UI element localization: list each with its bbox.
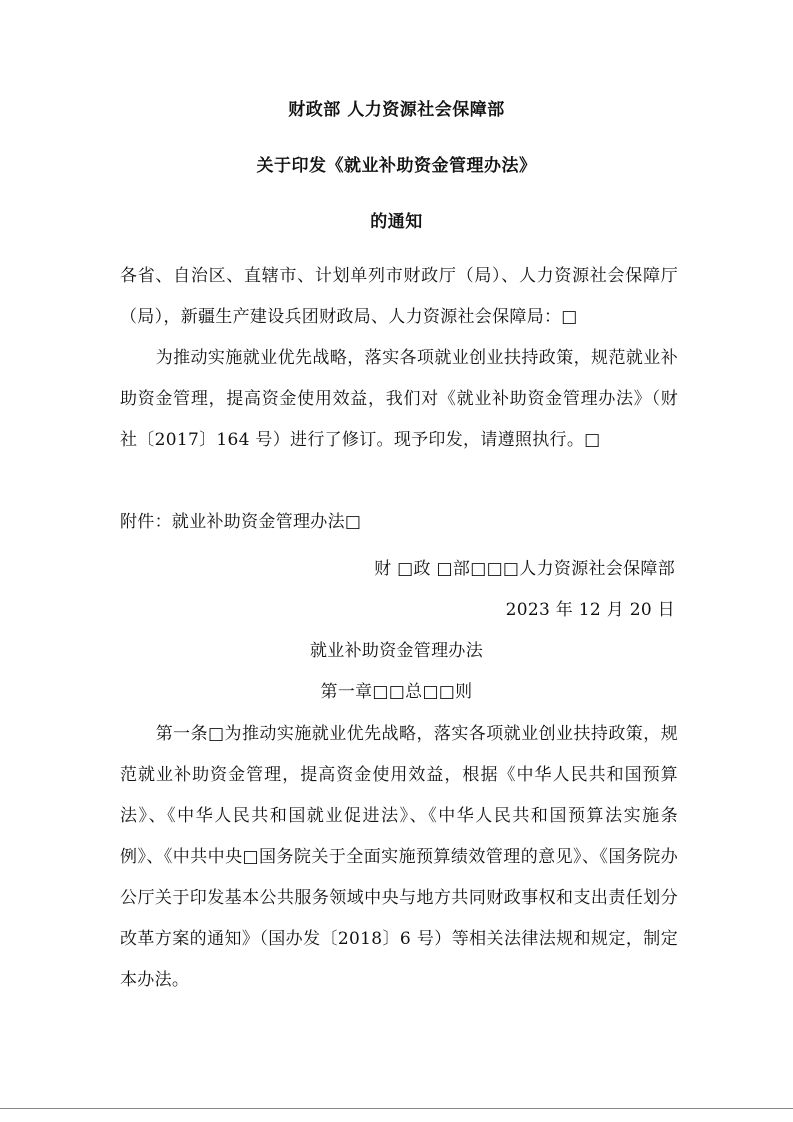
attachment-line: 附件：就业补助资金管理办法□: [120, 512, 362, 532]
signers-line: 财 □政 □部□□□人力资源社会保障部: [374, 559, 675, 579]
annex-title: 就业补助资金管理办法: [310, 641, 483, 661]
article-1-paragraph: 第一条□为推动实施就业优先战略，落实各项就业创业扶持政策，规范就业补助资金管理，提高资金使用效益，根据《中华人民共和国预算法》、《中华人民共和国就业促进法》、《中华人民共和国预算法实施条例》、《中共中央□国务院关于全面实施预算绩效管理的意见》、《国务院办公厅关于印发基本公共服务领域中央与地方共同财政事权和支出责任划分改革方案的通知》（国办发〔2018〕6 号）等相关法律法规和规定，制定本办法。: [120, 724, 678, 990]
notice-body-paragraph: 为推动实施就业优先战略，落实各项就业创业扶持政策，规范就业补助资金管理，提高资金使用效益，我们对《就业补助资金管理办法》（财社〔2017〕164 号）进行了修订。现予印发，请遵照执行。□: [120, 348, 678, 450]
notice-title-line2: 的通知: [370, 212, 423, 232]
page-bottom-divider: [0, 1108, 793, 1109]
issue-date: 2023 年 12 月 20 日: [505, 600, 675, 620]
addressee-paragraph: 各省、自治区、直辖市、计划单列市财政厅（局）、人力资源社会保障厅（局），新疆生产建设兵团财政局、人力资源社会保障局：□: [120, 266, 678, 327]
chapter-heading: 第一章□□总□□则: [320, 682, 473, 702]
issuer-heading: 财政部 人力资源社会保障部: [288, 100, 505, 120]
notice-title-line1: 关于印发《就业补助资金管理办法》: [256, 156, 537, 176]
